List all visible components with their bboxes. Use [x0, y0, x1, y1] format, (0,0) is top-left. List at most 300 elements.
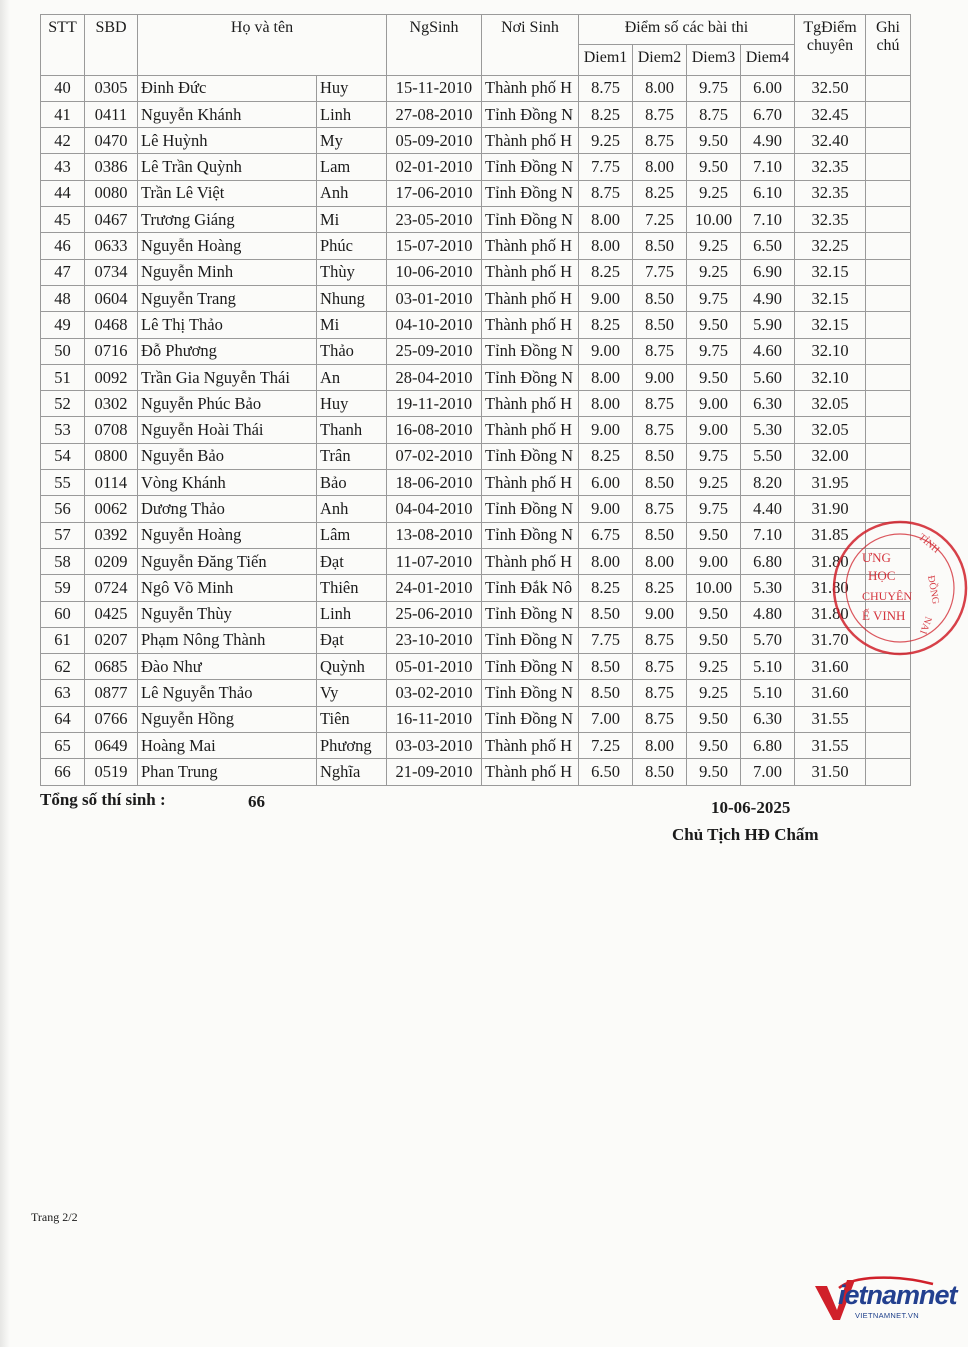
cell-sbd: 0877	[85, 680, 138, 706]
cell-pob: Thành phố H	[482, 470, 579, 496]
cell-dob: 03-02-2010	[387, 680, 482, 706]
table-row	[41, 443, 911, 469]
cell-stt: 63	[41, 680, 85, 706]
cell-pob: Tỉnh Đồng N	[482, 601, 579, 627]
cell-dob: 27-08-2010	[387, 101, 482, 127]
header-total-line1: TgĐiểm	[803, 19, 857, 36]
cell-stt: 43	[41, 154, 85, 180]
cell-d3: 9.25	[687, 680, 741, 706]
cell-surname: Lê Huỳnh	[138, 128, 317, 154]
table-row	[41, 522, 911, 548]
cell-sbd: 0114	[85, 470, 138, 496]
cell-dob: 19-11-2010	[387, 391, 482, 417]
cell-sbd: 0062	[85, 496, 138, 522]
cell-surname: Nguyễn Hoài Thái	[138, 417, 317, 443]
cell-given-name: Trân	[317, 443, 387, 469]
cell-sbd: 0305	[85, 75, 138, 101]
table-row	[41, 233, 911, 259]
cell-dob: 15-11-2010	[387, 75, 482, 101]
svg-text:ĐỒNG: ĐỒNG	[925, 574, 941, 605]
cell-given-name: Nhung	[317, 285, 387, 311]
cell-d1: 8.00	[579, 207, 633, 233]
cell-given-name: Huy	[317, 75, 387, 101]
cell-stt: 40	[41, 75, 85, 101]
cell-d3: 9.75	[687, 338, 741, 364]
cell-total: 32.40	[795, 128, 866, 154]
cell-d4: 4.90	[741, 285, 795, 311]
cell-d2: 8.50	[633, 312, 687, 338]
cell-surname: Lê Nguyễn Thảo	[138, 680, 317, 706]
cell-dob: 23-10-2010	[387, 627, 482, 653]
cell-d1: 8.00	[579, 391, 633, 417]
cell-d3: 9.00	[687, 548, 741, 574]
cell-d4: 4.40	[741, 496, 795, 522]
cell-total: 32.00	[795, 443, 866, 469]
cell-d3: 9.50	[687, 522, 741, 548]
cell-d2: 8.75	[633, 627, 687, 653]
cell-total: 32.35	[795, 180, 866, 206]
cell-stt: 44	[41, 180, 85, 206]
cell-d4: 6.70	[741, 101, 795, 127]
cell-sbd: 0207	[85, 627, 138, 653]
svg-text:CHUYÊN: CHUYÊN	[862, 589, 912, 603]
cell-dob: 13-08-2010	[387, 522, 482, 548]
cell-note	[866, 154, 911, 180]
cell-sbd: 0392	[85, 522, 138, 548]
cell-stt: 46	[41, 233, 85, 259]
cell-d2: 8.25	[633, 575, 687, 601]
cell-note	[866, 470, 911, 496]
cell-dob: 28-04-2010	[387, 364, 482, 390]
cell-d3: 9.50	[687, 601, 741, 627]
cell-d4: 7.10	[741, 207, 795, 233]
table-row	[41, 575, 911, 601]
table-row	[41, 285, 911, 311]
cell-surname: Trần Lê Việt	[138, 180, 317, 206]
table-row	[41, 364, 911, 390]
cell-pob: Thành phố H	[482, 233, 579, 259]
cell-d2: 8.75	[633, 496, 687, 522]
cell-d3: 8.75	[687, 101, 741, 127]
cell-sbd: 0800	[85, 443, 138, 469]
cell-stt: 48	[41, 285, 85, 311]
cell-surname: Nguyễn Bảo	[138, 443, 317, 469]
table-row	[41, 207, 911, 233]
cell-d2: 8.50	[633, 443, 687, 469]
cell-pob: Thành phố H	[482, 391, 579, 417]
cell-d4: 5.30	[741, 417, 795, 443]
cell-surname: Nguyễn Hồng	[138, 706, 317, 732]
cell-given-name: Anh	[317, 180, 387, 206]
header-stt: STT	[41, 15, 85, 76]
cell-given-name: Nghĩa	[317, 759, 387, 785]
cell-pob: Thành phố H	[482, 733, 579, 759]
cell-sbd: 0685	[85, 654, 138, 680]
cell-d1: 8.25	[579, 575, 633, 601]
cell-surname: Phạm Nông Thành	[138, 627, 317, 653]
table-row	[41, 601, 911, 627]
cell-surname: Đỗ Phương	[138, 338, 317, 364]
header-dob: NgSinh	[387, 15, 482, 76]
cell-d1: 9.00	[579, 338, 633, 364]
cell-d2: 8.50	[633, 759, 687, 785]
cell-stt: 65	[41, 733, 85, 759]
cell-d4: 6.80	[741, 733, 795, 759]
cell-stt: 41	[41, 101, 85, 127]
cell-given-name: Bảo	[317, 470, 387, 496]
cell-note	[866, 759, 911, 785]
cell-d4: 4.60	[741, 338, 795, 364]
header-scores-group: Điểm số các bài thi	[579, 15, 795, 45]
cell-note	[866, 207, 911, 233]
cell-stt: 61	[41, 627, 85, 653]
cell-surname: Nguyễn Thùy	[138, 601, 317, 627]
cell-sbd: 0386	[85, 154, 138, 180]
cell-given-name: Tiên	[317, 706, 387, 732]
cell-dob: 07-02-2010	[387, 443, 482, 469]
cell-pob: Tỉnh Đồng N	[482, 654, 579, 680]
cell-dob: 23-05-2010	[387, 207, 482, 233]
cell-pob: Tỉnh Đắk Nô	[482, 575, 579, 601]
cell-d4: 5.70	[741, 627, 795, 653]
header-note-line2: chú	[876, 37, 900, 54]
cell-surname: Lê Thị Thảo	[138, 312, 317, 338]
header-note-line1: Ghi	[876, 19, 900, 36]
cell-d1: 8.00	[579, 233, 633, 259]
cell-note	[866, 101, 911, 127]
table-row	[41, 548, 911, 574]
cell-dob: 03-03-2010	[387, 733, 482, 759]
cell-stt: 45	[41, 207, 85, 233]
cell-total: 31.90	[795, 496, 866, 522]
cell-sbd: 0209	[85, 548, 138, 574]
cell-d3: 9.50	[687, 706, 741, 732]
cell-d1: 8.50	[579, 601, 633, 627]
cell-d1: 8.25	[579, 443, 633, 469]
table-row	[41, 680, 911, 706]
cell-d1: 7.75	[579, 154, 633, 180]
cell-d3: 9.50	[687, 733, 741, 759]
cell-d1: 8.50	[579, 680, 633, 706]
cell-given-name: Thảo	[317, 338, 387, 364]
cell-d4: 6.50	[741, 233, 795, 259]
cell-total: 31.50	[795, 759, 866, 785]
cell-d3: 9.25	[687, 259, 741, 285]
cell-pob: Tỉnh Đồng N	[482, 180, 579, 206]
cell-surname: Nguyễn Phúc Bảo	[138, 391, 317, 417]
cell-dob: 15-07-2010	[387, 233, 482, 259]
cell-pob: Thành phố H	[482, 128, 579, 154]
cell-d3: 9.25	[687, 654, 741, 680]
cell-d2: 8.75	[633, 391, 687, 417]
cell-d4: 5.10	[741, 680, 795, 706]
cell-given-name: Đạt	[317, 548, 387, 574]
cell-d2: 8.00	[633, 75, 687, 101]
table-row	[41, 391, 911, 417]
cell-dob: 17-06-2010	[387, 180, 482, 206]
cell-note	[866, 312, 911, 338]
cell-d4: 5.50	[741, 443, 795, 469]
cell-sbd: 0633	[85, 233, 138, 259]
cell-total: 31.80	[795, 548, 866, 574]
cell-dob: 25-09-2010	[387, 338, 482, 364]
cell-note	[866, 706, 911, 732]
header-total-line2: chuyên	[806, 37, 854, 54]
cell-pob: Tỉnh Đồng N	[482, 627, 579, 653]
cell-d1: 7.25	[579, 733, 633, 759]
cell-d2: 8.75	[633, 654, 687, 680]
cell-d4: 6.30	[741, 706, 795, 732]
table-row	[41, 75, 911, 101]
cell-total: 32.35	[795, 207, 866, 233]
cell-stt: 66	[41, 759, 85, 785]
cell-d3: 9.50	[687, 627, 741, 653]
cell-sbd: 0468	[85, 312, 138, 338]
cell-d3: 9.50	[687, 128, 741, 154]
cell-d1: 8.75	[579, 75, 633, 101]
cell-d3: 10.00	[687, 207, 741, 233]
cell-given-name: Anh	[317, 496, 387, 522]
cell-d2: 8.00	[633, 154, 687, 180]
cell-sbd: 0425	[85, 601, 138, 627]
cell-surname: Ngô Võ Minh	[138, 575, 317, 601]
cell-d3: 9.50	[687, 364, 741, 390]
cell-d1: 6.00	[579, 470, 633, 496]
cell-d1: 8.25	[579, 312, 633, 338]
cell-pob: Tỉnh Đồng N	[482, 522, 579, 548]
cell-d2: 8.00	[633, 548, 687, 574]
header-name: Họ và tên	[138, 15, 387, 76]
table-row	[41, 470, 911, 496]
signer-title: Chủ Tịch HĐ Chấm	[672, 825, 819, 844]
table-row	[41, 101, 911, 127]
cell-given-name: Huy	[317, 391, 387, 417]
cell-pob: Thành phố H	[482, 259, 579, 285]
cell-d2: 8.75	[633, 706, 687, 732]
cell-dob: 10-06-2010	[387, 259, 482, 285]
cell-d2: 9.00	[633, 364, 687, 390]
results-table	[40, 14, 911, 786]
header-row-top	[41, 15, 911, 45]
cell-dob: 03-01-2010	[387, 285, 482, 311]
cell-d4: 4.80	[741, 601, 795, 627]
table-row	[41, 417, 911, 443]
header-d2: Diem2	[633, 45, 687, 75]
cell-note	[866, 75, 911, 101]
cell-total: 31.55	[795, 733, 866, 759]
cell-d4: 5.10	[741, 654, 795, 680]
svg-text:HỌC: HỌC	[868, 568, 896, 583]
cell-d1: 6.75	[579, 522, 633, 548]
cell-d1: 8.25	[579, 101, 633, 127]
cell-d2: 9.00	[633, 601, 687, 627]
cell-d2: 8.25	[633, 180, 687, 206]
cell-dob: 21-09-2010	[387, 759, 482, 785]
cell-sbd: 0604	[85, 285, 138, 311]
cell-surname: Hoàng Mai	[138, 733, 317, 759]
cell-total: 32.35	[795, 154, 866, 180]
cell-surname: Dương Thảo	[138, 496, 317, 522]
cell-total: 32.45	[795, 101, 866, 127]
cell-stt: 42	[41, 128, 85, 154]
cell-dob: 16-11-2010	[387, 706, 482, 732]
page-number: Trang 2/2	[31, 1210, 78, 1224]
cell-note	[866, 259, 911, 285]
cell-dob: 05-09-2010	[387, 128, 482, 154]
cell-d4: 8.20	[741, 470, 795, 496]
cell-surname: Nguyễn Khánh	[138, 101, 317, 127]
cell-pob: Tỉnh Đồng N	[482, 706, 579, 732]
cell-dob: 02-01-2010	[387, 154, 482, 180]
cell-surname: Nguyễn Hoàng	[138, 522, 317, 548]
header-d3: Diem3	[687, 45, 741, 75]
cell-total: 31.85	[795, 522, 866, 548]
cell-surname: Đào Như	[138, 654, 317, 680]
cell-total: 31.80	[795, 575, 866, 601]
cell-pob: Thành phố H	[482, 417, 579, 443]
total-candidates-label: Tổng số thí sinh :	[40, 790, 166, 809]
header-d1: Diem1	[579, 45, 633, 75]
cell-pob: Tỉnh Đồng N	[482, 443, 579, 469]
cell-total: 32.15	[795, 285, 866, 311]
cell-stt: 58	[41, 548, 85, 574]
table-row	[41, 259, 911, 285]
svg-text:TỈNH: TỈNH	[916, 531, 942, 556]
cell-d3: 9.00	[687, 391, 741, 417]
cell-d2: 7.25	[633, 207, 687, 233]
cell-sbd: 0302	[85, 391, 138, 417]
cell-d1: 7.75	[579, 627, 633, 653]
cell-pob: Tỉnh Đồng N	[482, 154, 579, 180]
cell-pob: Thành phố H	[482, 75, 579, 101]
cell-given-name: Thanh	[317, 417, 387, 443]
cell-sbd: 0467	[85, 207, 138, 233]
scan-edge-shadow	[0, 0, 10, 1347]
cell-stt: 64	[41, 706, 85, 732]
cell-given-name: Linh	[317, 601, 387, 627]
cell-d2: 8.50	[633, 285, 687, 311]
cell-d4: 6.90	[741, 259, 795, 285]
cell-d3: 9.75	[687, 443, 741, 469]
cell-dob: 16-08-2010	[387, 417, 482, 443]
cell-d2: 8.00	[633, 733, 687, 759]
cell-d2: 8.75	[633, 338, 687, 364]
cell-surname: Đinh Đức	[138, 75, 317, 101]
cell-dob: 05-01-2010	[387, 654, 482, 680]
cell-d3: 9.25	[687, 233, 741, 259]
cell-stt: 51	[41, 364, 85, 390]
cell-d4: 6.00	[741, 75, 795, 101]
header-note	[866, 15, 911, 76]
cell-pob: Tỉnh Đồng N	[482, 496, 579, 522]
cell-sbd: 0470	[85, 128, 138, 154]
cell-total: 31.55	[795, 706, 866, 732]
total-candidates-count: 66	[248, 792, 265, 811]
table-row	[41, 154, 911, 180]
cell-note	[866, 180, 911, 206]
svg-text:ƯNG: ƯNG	[862, 550, 891, 565]
cell-pob: Thành phố H	[482, 759, 579, 785]
cell-d4: 5.30	[741, 575, 795, 601]
cell-total: 32.15	[795, 312, 866, 338]
cell-d4: 5.60	[741, 364, 795, 390]
cell-surname: Phan Trung	[138, 759, 317, 785]
vietnamnet-site: VIETNAMNET.VN	[855, 1311, 919, 1320]
cell-dob: 18-06-2010	[387, 470, 482, 496]
cell-surname: Lê Trần Quỳnh	[138, 154, 317, 180]
cell-d3: 9.50	[687, 154, 741, 180]
cell-note	[866, 680, 911, 706]
header-d4: Diem4	[741, 45, 795, 75]
cell-stt: 57	[41, 522, 85, 548]
cell-d2: 8.75	[633, 128, 687, 154]
header-total	[795, 15, 866, 76]
cell-d3: 9.25	[687, 470, 741, 496]
cell-stt: 55	[41, 470, 85, 496]
cell-dob: 11-07-2010	[387, 548, 482, 574]
cell-given-name: Linh	[317, 101, 387, 127]
cell-note	[866, 391, 911, 417]
header-pob: Nơi Sinh	[482, 15, 579, 76]
cell-d4: 6.10	[741, 180, 795, 206]
cell-pob: Tỉnh Đồng N	[482, 680, 579, 706]
cell-d2: 8.75	[633, 680, 687, 706]
cell-d4: 6.30	[741, 391, 795, 417]
results-body	[41, 75, 911, 785]
cell-d4: 7.10	[741, 154, 795, 180]
cell-pob: Thành phố H	[482, 312, 579, 338]
cell-note	[866, 364, 911, 390]
cell-surname: Nguyễn Minh	[138, 259, 317, 285]
cell-sbd: 0649	[85, 733, 138, 759]
cell-given-name: Phương	[317, 733, 387, 759]
cell-d2: 8.75	[633, 417, 687, 443]
cell-stt: 59	[41, 575, 85, 601]
cell-note	[866, 128, 911, 154]
table-row	[41, 496, 911, 522]
cell-pob: Thành phố H	[482, 548, 579, 574]
cell-pob: Tỉnh Đồng N	[482, 207, 579, 233]
cell-given-name: An	[317, 364, 387, 390]
cell-stt: 62	[41, 654, 85, 680]
cell-surname: Vòng Khánh	[138, 470, 317, 496]
cell-stt: 52	[41, 391, 85, 417]
cell-given-name: Phúc	[317, 233, 387, 259]
cell-d2: 8.50	[633, 470, 687, 496]
cell-d1: 7.00	[579, 706, 633, 732]
cell-d2: 8.50	[633, 233, 687, 259]
cell-total: 32.25	[795, 233, 866, 259]
cell-d4: 4.90	[741, 128, 795, 154]
header-sbd: SBD	[85, 15, 138, 76]
cell-given-name: My	[317, 128, 387, 154]
cell-surname: Nguyễn Trang	[138, 285, 317, 311]
cell-total: 31.60	[795, 654, 866, 680]
cell-d3: 9.50	[687, 759, 741, 785]
cell-stt: 54	[41, 443, 85, 469]
cell-given-name: Đạt	[317, 627, 387, 653]
cell-dob: 04-04-2010	[387, 496, 482, 522]
cell-stt: 50	[41, 338, 85, 364]
cell-d4: 5.90	[741, 312, 795, 338]
cell-stt: 60	[41, 601, 85, 627]
cell-total: 32.50	[795, 75, 866, 101]
cell-total: 31.80	[795, 601, 866, 627]
cell-note	[866, 338, 911, 364]
cell-d1: 6.50	[579, 759, 633, 785]
cell-pob: Tỉnh Đồng N	[482, 338, 579, 364]
table-row	[41, 180, 911, 206]
